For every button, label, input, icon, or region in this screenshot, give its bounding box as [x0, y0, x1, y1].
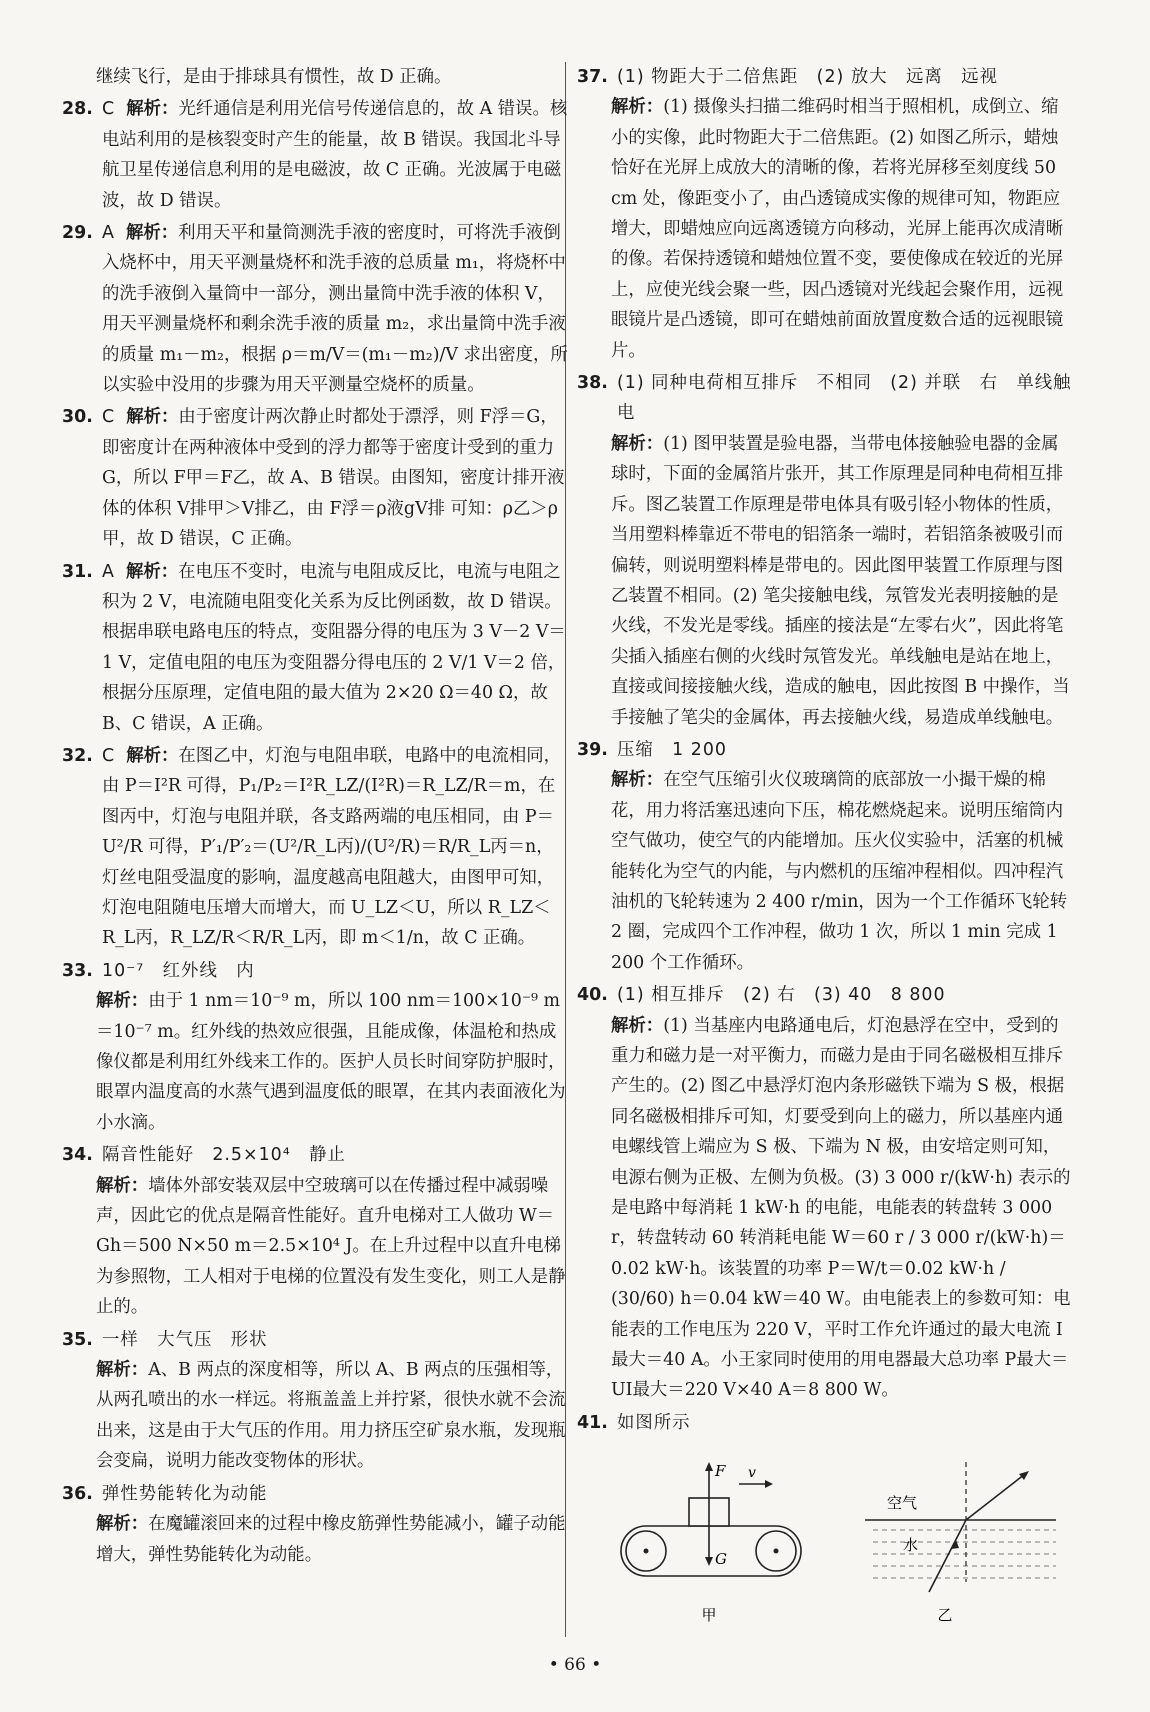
answer-item-29 — [62, 218, 570, 400]
explanation-text: 在电压不变时，电流与电阻成反比，电流与电阻之积为 2 V，电流随电阻变化关系为反比例函数，故 D 错误。根据串联电路电压的特点，变阻器分得的电压为 3 V－2 V＝1 V，定值电阻的电压为变阻器分得电压的 2 V/1 V＝2 倍，根据分压原理，定值电阻的最大值为 2×20 Ω＝40 Ω，故 B、C 错误，A 正确。 — [102, 561, 566, 734]
explanation-label: 解析： — [125, 561, 179, 582]
question-number: 40. — [577, 985, 608, 1006]
answer-text: (1) 同种电荷相互排斥 不相同 (2) 并联 右 单线触电 — [617, 373, 1072, 424]
explanation-text: (1) 当基座内电路通电后，灯泡悬浮在空中，受到的重力和磁力是一对平衡力，而磁力是由于同名磁极相互排斥产生的。(2) 图乙中悬浮灯泡内条形磁铁下端为 S 极，根据同名磁极相排斥可知，灯要受到向上的磁力，所以基座内通电螺线管上端应为 S 极、下端为 N 极，由安培定则可知，电源右侧为正极、左侧为负极。(3) 3 000 r/(kW·h) 表示的是电路中每消耗 1 kW·h 的电能，电能表的转盘转 3 000 r，转盘转动 60 转消耗电能 W＝60 r / 3 000 r/(kW·h)＝0.02 kW·h。该装置的功率 P＝W/t＝0.02 kW·h / (30/60) h＝0.04 kW＝40 W。由电能表上的参数可知：电能表的工作电压为 220 V，平时工作允许通过的最大电流 I最大＝40 A。小王家同时使用的用电器最大总功率 P最大＝UI最大＝220 V×40 A＝8 800 W。 — [611, 1015, 1071, 1401]
incident-ray-water — [929, 1520, 966, 1592]
conveyor-diagram — [621, 1462, 801, 1624]
explanation-label: 解析： — [611, 1015, 664, 1036]
explanation-text: A、B 两点的深度相等，所以 A、B 两点的压强相等，从两孔喷出的水一样远。将瓶盖盖上并拧紧，很快水就不会流出来，这是由于大气压的作用。用力挤压空矿泉水瓶，发现瓶会变扁，说明力能改变物体的形状。 — [96, 1360, 566, 1472]
explanation-text: 在图乙中，灯泡与电阻串联，电路中的电流相同，由 P＝I²R 可得，P₁/P₂＝I²R_LZ/(I²R)＝R_LZ/R＝m，在图丙中，灯泡与电阻并联，各支路两端的电压相同，由 P＝U²/R 可得，P′₁/P′₂＝(U²/R_L丙)/(U²/R)＝R/R_L丙＝n，灯丝电阻受温度的影响，温度越高电阻越大，由图甲可知，灯泡电阻随电压增大而增大，而 U_LZ＜U，所以 R_LZ＜R_L丙，R_LZ/R＜R/R_L丙，即 m＜1/n，故 C 正确。 — [102, 745, 562, 949]
explanation-label: 解析： — [125, 223, 179, 244]
explanation-text: 利用天平和量筒测洗手液的密度时，可将洗手液倒入烧杯中，用天平测量烧杯和洗手液的总质量 m₁，将烧杯中的洗手液倒入量筒中一部分，测出量筒中洗手液的体积 V，用天平测量烧杯和剩余洗手液的质量 m₂，求出量筒中洗手液的质量 m₁－m₂，根据 ρ＝m/V＝(m₁－m₂)/V 求出密度，所以实验中没用的步骤为用天平测量空烧杯的质量。 — [102, 223, 568, 396]
answer-text: 弹性势能转化为动能 — [102, 1483, 268, 1504]
answer-text: A — [102, 561, 115, 582]
answer-text: C — [102, 407, 116, 428]
explanation-text: 由于 1 nm＝10⁻⁹ m，所以 100 nm＝100×10⁻⁹ m＝10⁻⁷ m。红外线的热效应很强，且能成像，体温枪和热成像仪都是利用红外线来工作的。医护人员长时间穿防护服时，眼罩内温度高的水蒸气遇到温度低的眼罩，在其内表面液化为小水滴。 — [96, 991, 566, 1133]
question-number: 28. — [62, 99, 93, 120]
air-label: 空气 — [887, 1495, 918, 1512]
question-number: 41. — [577, 1412, 608, 1433]
explanation-label: 解析： — [96, 1175, 149, 1196]
answer-text: 压缩 1 200 — [617, 739, 727, 760]
answer-continuation — [62, 62, 570, 92]
answer-item-33 — [62, 956, 570, 1138]
question-number: 29. — [62, 223, 93, 244]
gravity-arrowhead — [705, 1557, 713, 1566]
explanation-text: 在魔罐滚回来的过程中橡皮筋弹性势能减小，罐子动能增大，弹性势能转化为动能。 — [96, 1514, 566, 1565]
answer-item-38 — [577, 368, 1074, 733]
explanation-label: 解析： — [96, 1514, 149, 1535]
question-number: 35. — [62, 1329, 93, 1350]
question-number: 38. — [577, 373, 608, 394]
explanation-label: 解析： — [611, 770, 664, 791]
question-number: 33. — [62, 960, 93, 981]
water-label: 水 — [903, 1537, 919, 1554]
figure-caption-b: 乙 — [937, 1607, 953, 1624]
question-number: 37. — [577, 67, 608, 87]
answer-item-30 — [62, 402, 570, 554]
answer-item-34 — [62, 1140, 570, 1322]
answer-figure — [611, 1462, 1071, 1632]
answer-item-37 — [577, 62, 1074, 366]
explanation-text: (1) 摄像头扫描二维码时相当于照相机，成倒立、缩小的实像，此时物距大于二倍焦距。(2) 如图乙所示，蜡烛恰好在光屏上成放大的清晰的像，若将光屏移至刻度线 50 cm 处，像距变小了，由凸透镜成实像的规律可知，物距应增大，即蜡烛应向远离透镜方向移动，光屏上能再次成清晰的像。若保持透镜和蜡烛位置不变，要使像成在较近的光屏上，应使光线会聚一些，因凸透镜对光线起会聚作用，远视眼镜片是凸透镜，即可在蜡烛前面放置度数合适的远视眼镜片。 — [611, 97, 1064, 361]
force-f-label: F — [715, 1462, 726, 1480]
answer-item-31 — [62, 557, 570, 739]
explanation-text: (1) 图甲装置是验电器，当带电体接触验电器的金属球时，下面的金属箔片张开，其工作原理是同种电荷相互排斥。图乙装置工作原理是带电体具有吸引轻小物体的性质，当用塑料棒靠近不带电的铝箔条一端时，若铝箔条被吸引而偏转，则说明塑料棒是带电的。因此图甲装置工作原理与图乙装置不相同。(2) 笔尖接触电线，氖管发光表明接触的是火线，不发光是零线。插座的接法是“左零右火”，因此将笔尖插入插座右侧的火线时氖管发光。单线触电是站在地上，直接或间接接触火线，造成的触电，因此按图 B 中操作，当手接触了笔尖的金属体，再去接触火线，易造成单线触电。 — [611, 433, 1070, 728]
answer-text: (1) 物距大于二倍焦距 (2) 放大 远离 远视 — [617, 67, 998, 87]
right-column — [577, 62, 1074, 1440]
answer-item-28 — [62, 94, 570, 216]
explanation-label: 解析： — [611, 433, 664, 454]
explanation-text: 光纤通信是利用光信号传递信息的，故 A 错误。核电站利用的是核裂变时产生的能量，故 B 错误。我国北斗导航卫星传递信息利用的是电磁波，故 C 正确。光波属于电磁波，故 D 错误。 — [102, 99, 568, 211]
question-number: 34. — [62, 1145, 93, 1166]
answer-text: A — [102, 223, 115, 244]
refraction-diagram — [865, 1462, 1056, 1624]
left-roller-axle — [644, 1549, 649, 1554]
answer-item-39 — [577, 735, 1074, 978]
answer-item-35 — [62, 1325, 570, 1477]
question-number: 36. — [62, 1483, 93, 1504]
answer-text: 一样 大气压 形状 — [102, 1329, 268, 1350]
figure-caption-a: 甲 — [701, 1607, 717, 1624]
explanation-text: 继续飞行，是由于排球具有惯性，故 D 正确。 — [96, 67, 452, 87]
explanation-label: 解析： — [126, 99, 179, 120]
answer-text: 隔音性能好 2.5×10⁴ 静止 — [102, 1145, 346, 1166]
question-number: 32. — [62, 745, 93, 766]
page-number: • 66 • — [548, 1655, 602, 1675]
answer-text: (1) 相互排斥 (2) 右 (3) 40 8 800 — [617, 985, 946, 1006]
right-roller-axle — [774, 1549, 779, 1554]
force-f-arrowhead — [705, 1462, 713, 1471]
explanation-label: 解析： — [611, 97, 664, 118]
explanation-label: 解析： — [126, 745, 179, 766]
question-number: 30. — [62, 407, 93, 428]
explanation-label: 解析： — [126, 407, 179, 428]
answer-item-36 — [62, 1479, 570, 1570]
explanation-label: 解析： — [96, 1360, 149, 1381]
explanation-text: 墙体外部安装双层中空玻璃可以在传播过程中减弱噪声，因此它的优点是隔音性能好。直升电梯对工人做功 W＝Gh＝500 N×50 m＝2.5×10⁴ J。在上升过程中以直升电梯为参照物，工人相对于电梯的位置没有发生变化，则工人是静止的。 — [96, 1175, 566, 1318]
answer-item-32 — [62, 741, 570, 954]
question-number: 39. — [577, 739, 608, 760]
answer-text: C — [102, 99, 116, 120]
refracted-ray-air — [966, 1474, 1025, 1520]
left-column — [62, 62, 570, 1572]
velocity-label: v — [748, 1465, 756, 1481]
explanation-label: 解析： — [96, 991, 149, 1012]
answer-text: 10⁻⁷ 红外线 内 — [102, 960, 255, 981]
explanation-text: 在空气压缩引火仪玻璃筒的底部放一小撮干燥的棉花，用力将活塞迅速向下压，棉花燃烧起来。说明压缩筒内空气做功，使空气的内能增加。压火仪实验中，活塞的机械能转化为空气的内能，与内燃机的压缩冲程相似。四冲程汽油机的飞轮转速为 2 400 r/min，因为一个工作循环飞轮转 2 圈，完成四个工作冲程，做功 1 次，所以 1 min 完成 1 200 个工作循环。 — [611, 770, 1068, 973]
answer-item-40 — [577, 980, 1074, 1406]
ray-arrowhead-air — [1019, 1471, 1029, 1480]
gravity-label: G — [715, 1550, 727, 1568]
answer-text: 如图所示 — [617, 1412, 691, 1433]
answer-item-41 — [577, 1408, 1074, 1438]
velocity-arrowhead — [765, 1480, 773, 1488]
answer-text: C — [102, 745, 116, 766]
explanation-text: 由于密度计两次静止时都处于漂浮，则 F浮＝G，即密度计在两种液体中受到的浮力都等于密度计受到的重力 G，所以 F甲＝F乙，故 A、B 错误。由图知，密度计排开液体的体积 V排甲＞V排乙，由 F浮＝ρ液gV排 可知：ρ乙＞ρ甲，故 D 错误，C 正确。 — [102, 407, 565, 550]
question-number: 31. — [62, 561, 93, 582]
